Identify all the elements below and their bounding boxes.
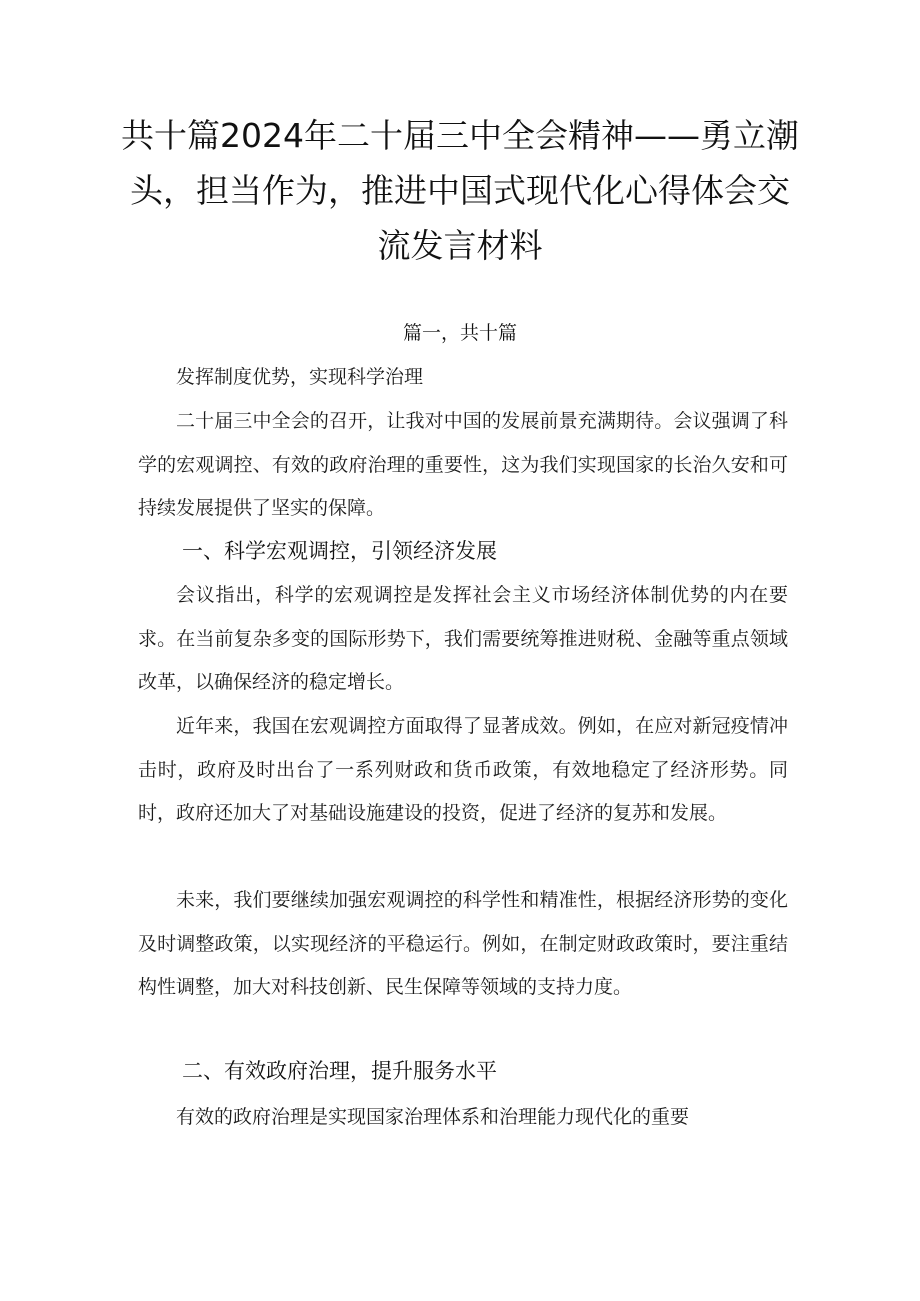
document-title: 共十篇2024年二十届三中全会精神——勇立潮头，担当作为，推进中国式现代化心得体会交流发言材料	[121, 116, 799, 265]
heading-macro-control: 一、科学宏观调控，引领经济发展	[182, 539, 497, 563]
paragraph-3: 未来，我们要继续加强宏观调控的科学性和精准性，根据经济形势的变化及时调整政策，以实现经济的平稳运行。例如，在制定财政政策时，要注重结构性调整，加大对科技创新、民生保障等领域的支持力度。	[138, 889, 788, 998]
paragraph-1: 会议指出，科学的宏观调控是发挥社会主义市场经济体制优势的内在要求。在当前复杂多变的国际形势下，我们需要统筹推进财税、金融等重点领域改革，以确保经济的稳定增长。	[138, 584, 788, 693]
paragraph-4: 有效的政府治理是实现国家治理体系和治理能力现代化的重要	[176, 1106, 690, 1128]
document-subtitle: 发挥制度优势，实现科学治理	[176, 366, 424, 388]
intro-paragraph: 二十届三中全会的召开，让我对中国的发展前景充满期待。会议强调了科学的宏观调控、有效的政府治理的重要性，这为我们实现国家的长治久安和可持续发展提供了坚实的保障。	[138, 410, 788, 519]
heading-government-governance: 二、有效政府治理，提升服务水平	[182, 1059, 497, 1083]
section-title: 篇一，共十篇	[402, 322, 517, 344]
paragraph-2: 近年来，我国在宏观调控方面取得了显著成效。例如，在应对新冠疫情冲击时，政府及时出台了一系列财政和货币政策，有效地稳定了经济形势。同时，政府还加大了对基础设施建设的投资，促进了经济的复苏和发展。	[138, 715, 788, 824]
